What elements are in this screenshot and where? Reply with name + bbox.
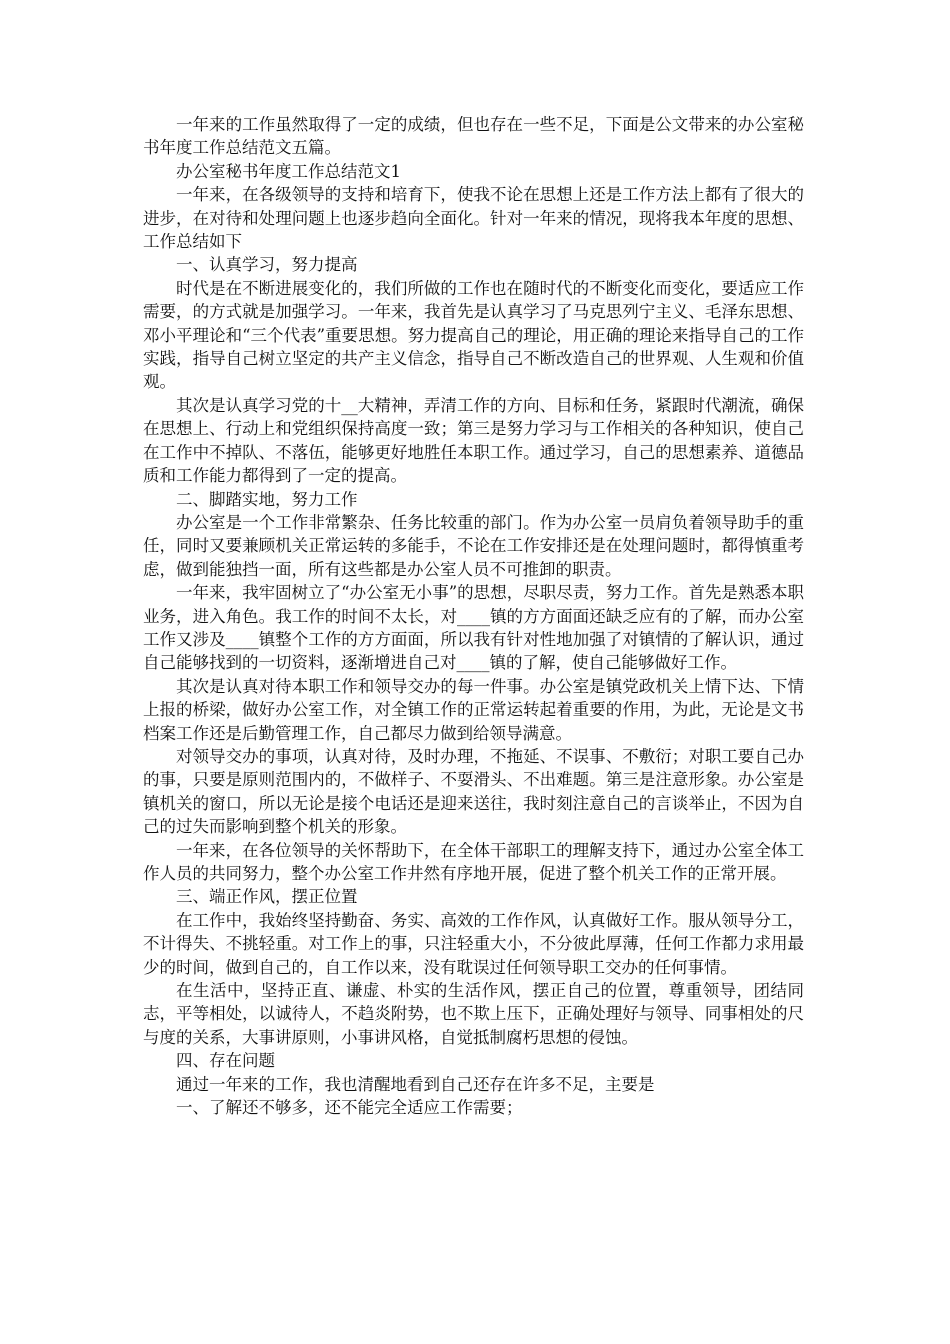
document-body [143, 113, 804, 1119]
paragraph: 其次是认真对待本职工作和领导交办的每一件事。办公室是镇党政机关上情下达、下情上报的桥梁，做好办公室工作，对全镇工作的正常运转起着重要的作用，为此，无论是文书档案工作还是后勤管理工作，自己都尽力做到给领导满意。 [143, 676, 804, 743]
paragraph: 一年来，我牢固树立了“办公室无小事”的思想，尽职尽责，努力工作。首先是熟悉本职业务，进入角色。我工作的时间不太长，对____镇的方方面面还缺乏应有的了解，而办公室工作又涉及____镇整个工作的方方面面，所以我有针对性地加强了对镇情的了解认识，通过自己能够找到的一切资料，逐渐增进自己对____镇的了解，使自己能够做好工作。 [143, 583, 804, 673]
intro-paragraph: 一年来的工作虽然取得了一定的成绩，但也存在一些不足，下面是公文带来的办公室秘书年度工作总结范文五篇。 [143, 115, 804, 158]
heading-2: 二、脚踏实地，努力工作 [176, 489, 358, 509]
heading-1: 一、认真学习，努力提高 [176, 255, 358, 275]
section-title: 办公室秘书年度工作总结范文1 [176, 161, 401, 181]
list-item: 一、了解还不够多，还不能完全适应工作需要； [176, 1098, 523, 1118]
heading-4: 四、存在问题 [176, 1051, 275, 1071]
paragraph: 时代是在不断进展变化的，我们所做的工作也在随时代的不断变化而变化，要适应工作需要，的方式就是加强学习。一年来，我首先是认真学习了马克思列宁主义、毛泽东思想、邓小平理论和“三个代表”重要思想。努力提高自己的理论，用正确的理论来指导自己的工作实践，指导自己树立坚定的共产主义信念，指导自己不断改造自己的世界观、人生观和价值观。 [143, 278, 804, 392]
paragraph: 在工作中，我始终坚持勤奋、务实、高效的工作作风，认真做好工作。服从领导分工，不计得失、不挑轻重。对工作上的事，只注轻重大小，不分彼此厚薄，任何工作都力求用最少的时间，做到自己的，自工作以来，没有耽误过任何领导职工交办的任何事情。 [143, 910, 804, 977]
heading-3: 三、端正作风，摆正位置 [176, 887, 358, 907]
paragraph: 其次是认真学习党的十__大精神，弄清工作的方向、目标和任务，紧跟时代潮流，确保在思想上、行动上和党组织保持高度一致；第三是努力学习与工作相关的各种知识，使自己在工作中不掉队、不落伍，能够更好地胜任本职工作。通过学习，自己的思想素养、道德品质和工作能力都得到了一定的提高。 [143, 395, 804, 486]
paragraph: 一年来，在各位领导的关怀帮助下，在全体干部职工的理解支持下，通过办公室全体工作人员的共同努力，整个办公室工作井然有序地开展，促进了整个机关工作的正常开展。 [143, 840, 804, 883]
paragraph: 在生活中，坚持正直、谦虚、朴实的生活作风，摆正自己的位置，尊重领导，团结同志，平等相处，以诚待人，不趋炎附势，也不欺上压下，正确处理好与领导、同事相处的尺与度的关系，大事讲原则，小事讲风格，自觉抵制腐朽思想的侵蚀。 [143, 981, 804, 1047]
paragraph: 通过一年来的工作，我也清醒地看到自己还存在许多不足，主要是 [176, 1074, 655, 1094]
paragraph: 对领导交办的事项，认真对待，及时办理，不拖延、不误事、不敷衍；对职工要自己办的事，只要是原则范围内的，不做样子、不耍滑头、不出难题。第三是注意形象。办公室是镇机关的窗口，所以无论是接个电话还是迎来送往，我时刻注意自己的言谈举止，不因为自己的过失而影响到整个机关的形象。 [143, 746, 804, 837]
paragraph: 一年来，在各级领导的支持和培育下，使我不论在思想上还是工作方法上都有了很大的进步，在对待和处理问题上也逐步趋向全面化。针对一年来的情况，现将我本年度的思想、工作总结如下 [143, 185, 804, 252]
paragraph: 办公室是一个工作非常繁杂、任务比较重的部门。作为办公室一员肩负着领导助手的重任，同时又要兼顾机关正常运转的多能手，不论在工作安排还是在处理问题时，都得慎重考虑，做到能独挡一面，所有这些都是办公室人员不可推卸的职责。 [143, 512, 804, 579]
